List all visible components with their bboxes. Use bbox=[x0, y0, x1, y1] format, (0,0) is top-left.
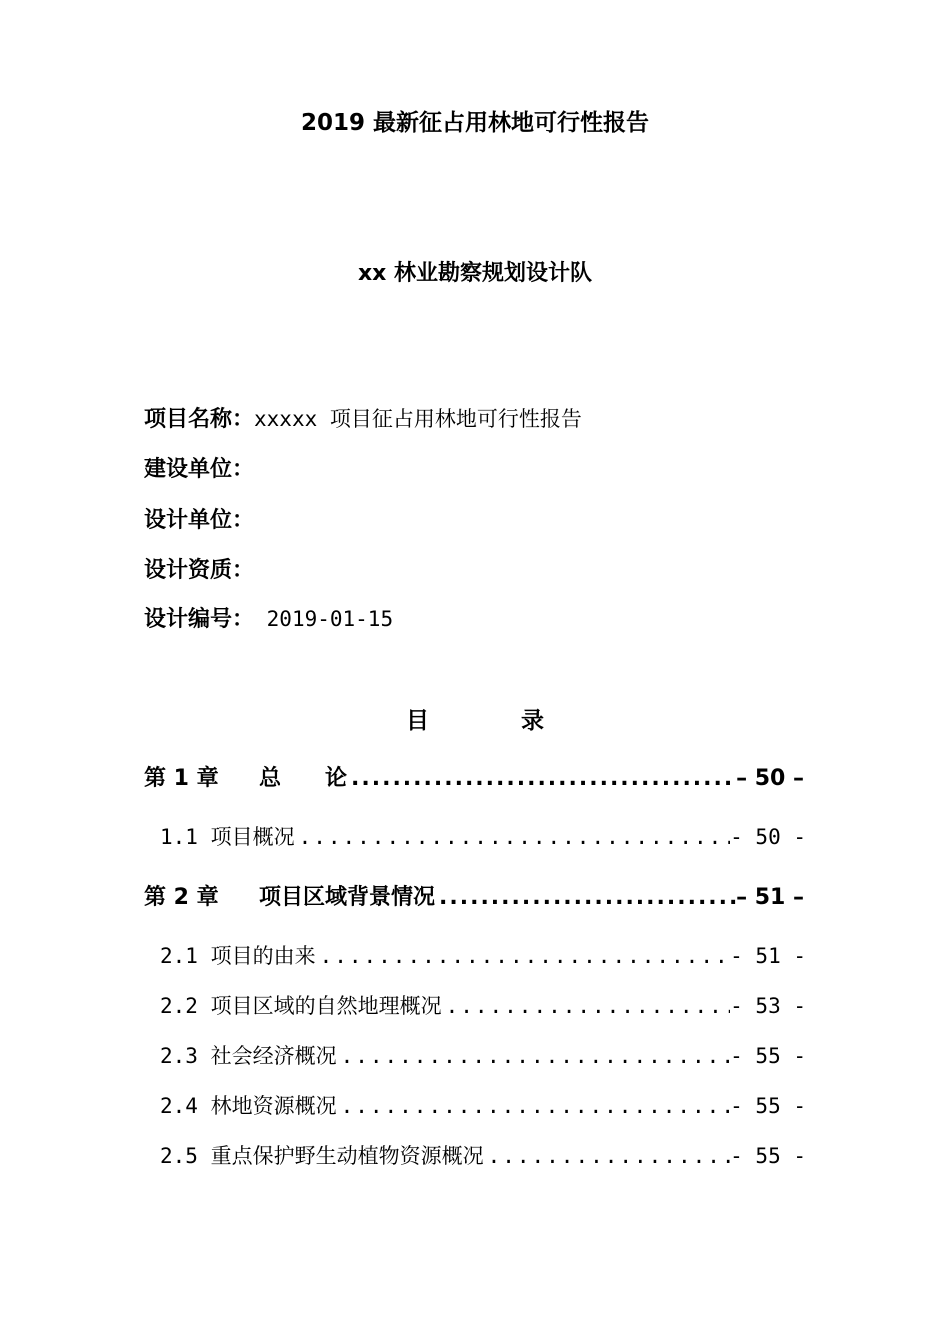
info-project-name bbox=[144, 402, 582, 433]
toc-entry-title: 项目区域的自然地理概况 bbox=[210, 994, 442, 1018]
toc-entry-page: - 50 - bbox=[730, 825, 806, 849]
toc-entry-number: 2.3 bbox=[160, 1044, 198, 1068]
toc-leader-dots bbox=[484, 1144, 731, 1168]
document-title: 2019 最新征占用林地可行性报告 bbox=[300, 110, 650, 136]
toc-leader-dots bbox=[295, 825, 731, 849]
info-label: 设计单位： bbox=[144, 508, 255, 533]
toc-entry-section-2-3[interactable] bbox=[160, 1040, 806, 1070]
toc-entry-title: 项目区域背景情况 bbox=[259, 885, 436, 910]
toc-entry-title: 社会经济概况 bbox=[210, 1044, 337, 1068]
toc-entry-page: – 51 – bbox=[736, 885, 804, 910]
toc-entry-page: - 55 - bbox=[730, 1094, 806, 1118]
info-label: 建设单位： bbox=[144, 457, 255, 482]
toc-heading bbox=[0, 702, 950, 735]
toc-heading-left: 目 bbox=[406, 708, 429, 734]
toc-heading-right: 录 bbox=[521, 708, 544, 734]
toc-entry-number: 2.1 bbox=[160, 944, 198, 968]
toc-entry-page: - 55 - bbox=[730, 1144, 806, 1168]
toc-entry-page: - 51 - bbox=[730, 944, 806, 968]
toc-entry-number: 第 2 章 bbox=[144, 885, 219, 910]
toc-entry-chapter-1[interactable] bbox=[144, 761, 804, 792]
organization-name: xx 林业勘察规划设计队 bbox=[357, 261, 593, 286]
toc-leader-dots bbox=[316, 944, 731, 968]
toc-entry-number: 2.5 bbox=[160, 1144, 198, 1168]
toc-entry-page: - 53 - bbox=[730, 994, 806, 1018]
toc-entry-title: 林地资源概况 bbox=[210, 1094, 337, 1118]
toc-entry-section-2-2[interactable] bbox=[160, 990, 806, 1020]
toc-entry-section-2-1[interactable] bbox=[160, 940, 806, 970]
toc-leader-dots bbox=[337, 1094, 731, 1118]
toc-entry-chapter-2[interactable] bbox=[144, 880, 804, 911]
toc-entry-page: – 50 – bbox=[736, 766, 804, 791]
toc-entry-number: 2.4 bbox=[160, 1094, 198, 1118]
toc-leader-dots bbox=[347, 766, 736, 791]
info-design-unit bbox=[144, 503, 254, 534]
info-label: 设计资质： bbox=[144, 558, 255, 583]
info-design-qualification bbox=[144, 553, 254, 584]
toc-entry-section-1-1[interactable] bbox=[160, 821, 806, 851]
toc-entry-number: 2.2 bbox=[160, 994, 198, 1018]
toc-entry-number: 第 1 章 bbox=[144, 766, 219, 791]
toc-entry-title: 总 论 bbox=[259, 766, 348, 791]
info-value: xxxxx 项目征占用林地可行性报告 bbox=[254, 407, 582, 431]
toc-entry-section-2-4[interactable] bbox=[160, 1090, 806, 1120]
toc-entry-number: 1.1 bbox=[160, 825, 198, 849]
toc-entry-section-2-5[interactable] bbox=[160, 1140, 806, 1170]
toc-entry-title: 项目的由来 bbox=[210, 944, 316, 968]
toc-entry-title: 项目概况 bbox=[210, 825, 295, 849]
toc-leader-dots bbox=[435, 885, 736, 910]
toc-leader-dots bbox=[337, 1044, 731, 1068]
info-label: 项目名称： bbox=[144, 407, 255, 432]
info-label: 设计编号： bbox=[144, 607, 255, 632]
info-design-number bbox=[144, 602, 393, 633]
toc-leader-dots bbox=[442, 994, 731, 1018]
info-value: 2019-01-15 bbox=[254, 607, 394, 631]
toc-entry-page: - 55 - bbox=[730, 1044, 806, 1068]
toc-entry-title: 重点保护野生动植物资源概况 bbox=[210, 1144, 484, 1168]
info-construction-unit bbox=[144, 452, 254, 483]
